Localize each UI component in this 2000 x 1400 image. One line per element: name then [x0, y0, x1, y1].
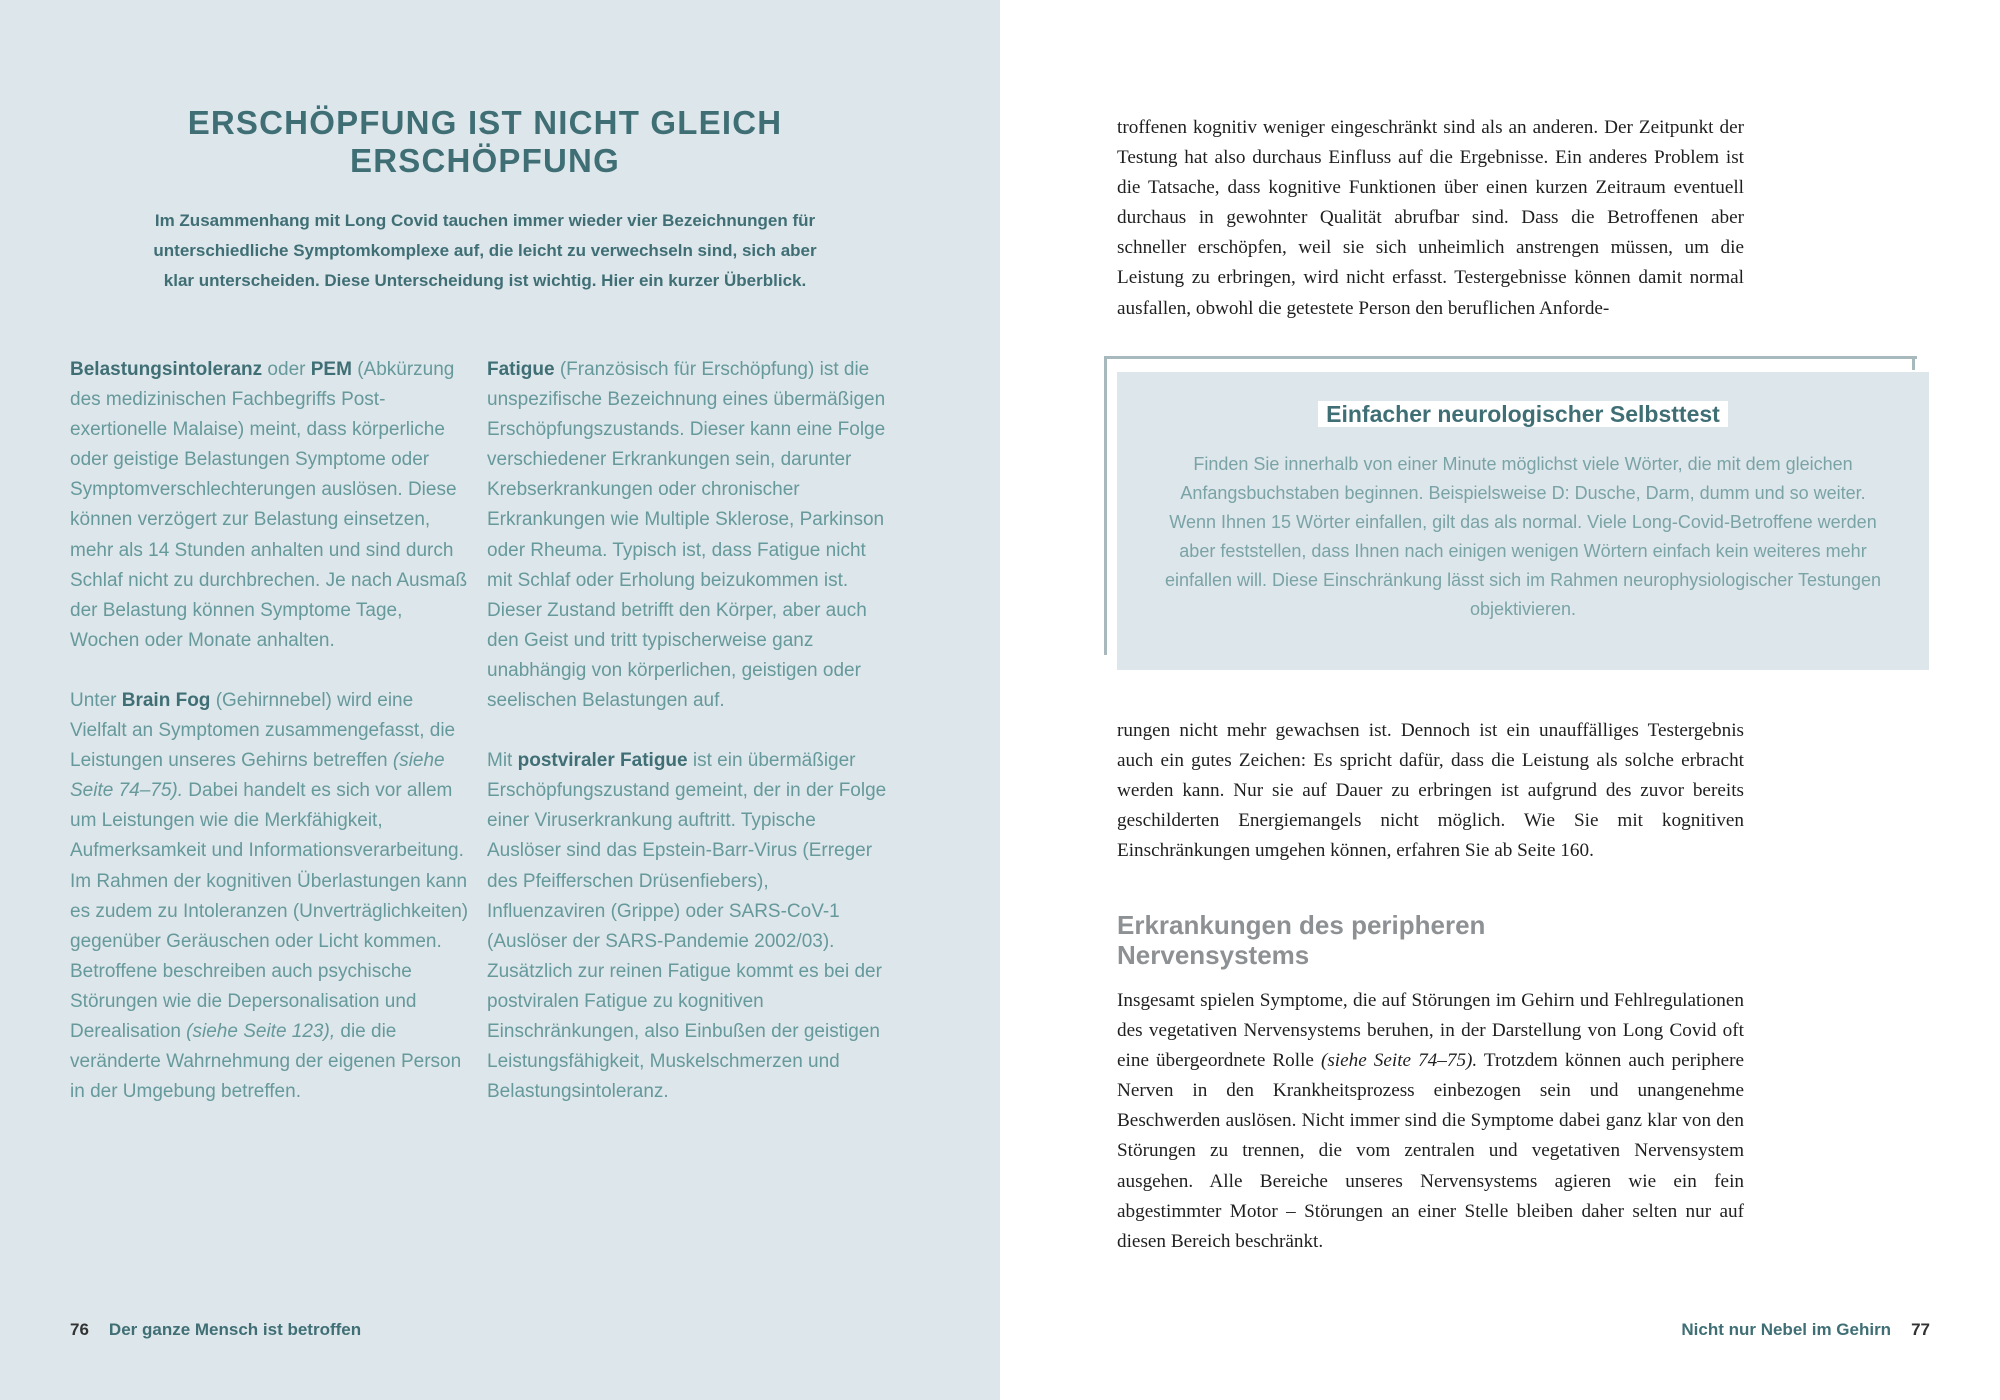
heading-line-2: Nervensystems: [1117, 940, 1310, 970]
left-footer: [70, 1320, 361, 1340]
paragraph-middle: [1117, 716, 1744, 866]
right-page: [1000, 0, 2000, 1400]
paragraph-belastungsintoleranz: [70, 355, 470, 656]
page-reference: (siehe Seite 74–75).: [1320, 1050, 1478, 1072]
text-part-2: Trotzdem können auch periphere Nerven in den Krankheitsprozess einbezogen sein und unangenehme Beschwerden auslösen. Nicht immer sind die Symptome dabei ganz klar von den Störungen zu trennen, die vom zentralen und vegetativen Nervensystem ausgehen. Alle Bereiche unseres Nervensystems agieren wie ein fein abgestimmter Motor – Störungen an einer Stelle bleiben daher selten nur auf diesen Bereich beschränkt.: [1117, 1050, 1744, 1252]
paragraph-top-text: troffenen kognitiv weniger eingeschränkt sind als an anderen. Der Zeitpunkt der Testung hat also durchaus Einfluss auf die Ergebnisse. Ein anderes Problem ist die Tatsache, dass kognitive Funktionen über einen kurzen Zeitraum eventuell durchaus in gewohnter Qualität abrufbar sind. Dass die Betroffenen aber schneller erschöpfen, weil sie sich unheimlich anstrengen müssen, um die Leistung zu erbringen, wird nicht erfasst. Testergebnisse können damit normal ausfallen, obwohl die getestete Person den beruflichen Anforde-: [1117, 117, 1744, 319]
paragraph-fatigue: [487, 355, 887, 716]
right-column: [487, 355, 887, 1137]
paragraph-top: [1117, 113, 1744, 324]
text-pem-definition: (Abkürzung des medizinischen Fachbegriffs Post-exertionelle Malaise) meint, dass körperliche oder geistige Belastungen Symptome oder Symptomverschlechterungen auslösen. Diese können verzögert zur Belastung einsetzen, mehr als 14 Stunden anhalten und sind durch Schlaf nicht zu durchbrechen. Je nach Ausmaß der Belastung können Symptome Tage, Wochen oder Monate anhalten.: [70, 359, 468, 651]
paragraph-middle-text: rungen nicht mehr gewachsen ist. Dennoch ist ein unauffälliges Testergebnis auch ein gutes Zeichen: Es spricht dafür, dass die Leistung als solche erbracht werden kann. Nur sie auf Dauer zu erbringen ist aufgrund des zuvor bereits geschilderten Energiemangels nicht möglich. Wie Sie mit kognitiven Einschränkungen umgehen können, erfahren Sie ab Seite 160.: [1117, 720, 1744, 862]
text-pre: Unter: [70, 689, 122, 711]
text-brain-fog-2: Dabei handelt es sich vor allem um Leistungen wie die Merkfähigkeit, Aufmerksamkeit und Informationsverarbeitung. Im Rahmen der kognitiven Überlastungen kann es zudem zu Intoleranzen (Unverträglichkeiten) gegenüber Geräuschen oder Licht kommen. Betroffene beschreiben auch psychische Störungen wie die Depersonalisation und Derealisation: [70, 780, 469, 1042]
box-title-text: Einfacher neurologischer Selbsttest: [1318, 401, 1728, 427]
page-number: 77: [1911, 1320, 1930, 1339]
right-footer: [1681, 1320, 1930, 1340]
page-number: 76: [70, 1320, 89, 1339]
paragraph-brain-fog: [70, 686, 470, 1107]
text-postviral-fatigue: ist ein übermäßiger Erschöpfungszustand gemeint, der in der Folge einer Viruserkrankung auftritt. Typische Auslöser sind das Epstein-Barr-Virus (Erreger des Pfeifferschen Drüsenfiebers), Influenzaviren (Grippe) oder SARS-CoV-1 (Auslöser der SARS-Pandemie 2002/03). Zusätzlich zur reinen Fatigue kommt es bei der postviralen Fatigue zu kognitiven Einschränkungen, also Einbußen der geistigen Leistungsfähigkeit, Muskelschmerzen und Belastungsintoleranz.: [487, 750, 887, 1103]
title-line-2: ERSCHÖPFUNG: [350, 142, 620, 179]
box-frame-corner: [1912, 356, 1915, 370]
section-heading: [1117, 910, 1617, 970]
term-brain-fog: Brain Fog: [121, 689, 211, 711]
running-title: Der ganze Mensch ist betroffen: [108, 1320, 362, 1339]
text-pre: Mit: [487, 750, 518, 772]
text-brain-fog-1: (Gehirnnebel) wird eine Vielfalt an Symptomen zusammengefasst, die Leistungen unseres Gehirns betreffen: [70, 689, 456, 772]
page-reference: (siehe Seite 123),: [186, 1020, 336, 1042]
title-line-1: ERSCHÖPFUNG IST NICHT GLEICH: [187, 104, 783, 141]
box-heading: [1117, 400, 1929, 428]
selftest-box: [1117, 372, 1929, 670]
text-part-1: Insgesamt spielen Symptome, die auf Störungen im Gehirn und Fehlregulationen des vegetativen Nervensystems beruhen, in der Darstellung von Long Covid oft eine übergeordnete Rolle: [1117, 990, 1744, 1072]
term-belastungsintoleranz: Belastungsintoleranz: [70, 359, 263, 380]
term-pem: PEM: [310, 359, 352, 380]
left-column: [70, 355, 470, 1137]
intro-text: Im Zusammenhang mit Long Covid tauchen immer wieder vier Bezeichnungen für unterschiedliche Symptomkomplexe auf, die leicht zu verwechseln sind, sich aber klar unterscheiden. Diese Unterscheidung ist wichtig. Hier ein kurzer Überblick.: [153, 211, 817, 290]
text-brain-fog-3: die die veränderte Wahrnehmung der eigenen Person in der Umgebung betreffen.: [70, 1020, 462, 1103]
page-reference: (siehe Seite 74–75).: [70, 750, 445, 802]
running-title: Nicht nur Nebel im Gehirn: [1681, 1320, 1892, 1339]
page-title: [140, 104, 830, 180]
text-fatigue: (Französisch für Erschöpfung) ist die unspezifische Bezeichnung eines übermäßigen Erschöpfungszustands. Dieser kann eine Folge verschiedener Erkrankungen sein, darunter Krebserkrankungen oder chronischer Erkrankungen wie Multiple Sklerose, Parkinson oder Rheuma. Typisch ist, dass Fatigue nicht mit Schlaf oder Erholung beizukommen ist. Dieser Zustand betrifft den Körper, aber auch den Geist und tritt typischerweise ganz unabhängig von körperlichen, geistigen oder seelischen Belastungen auf.: [487, 359, 886, 712]
text-connector: oder: [262, 359, 311, 380]
box-text: Finden Sie innerhalb von einer Minute möglichst viele Wörter, die mit dem gleichen Anfangsbuchstaben beginnen. Beispielsweise D: Dusche, Darm, dumm und so weiter. Wenn Ihnen 15 Wörter einfallen, gilt das als normal. Viele Long-Covid-Betroffene werden aber feststellen, dass Ihnen nach einigen wenigen Wörtern einfach kein weiteres mehr einfallen will. Diese Einschränkung lässt sich im Rahmen neurophysiologischer Testungen objektivieren.: [1164, 454, 1882, 619]
paragraph-bottom: [1117, 986, 1744, 1257]
term-fatigue: Fatigue: [487, 359, 555, 380]
paragraph-postviral-fatigue: [487, 746, 887, 1107]
term-postviral-fatigue: postviraler Fatigue: [517, 750, 688, 772]
heading-line-1: Erkrankungen des peripheren: [1117, 910, 1486, 940]
paragraph-bottom-text: [1117, 986, 1744, 1257]
